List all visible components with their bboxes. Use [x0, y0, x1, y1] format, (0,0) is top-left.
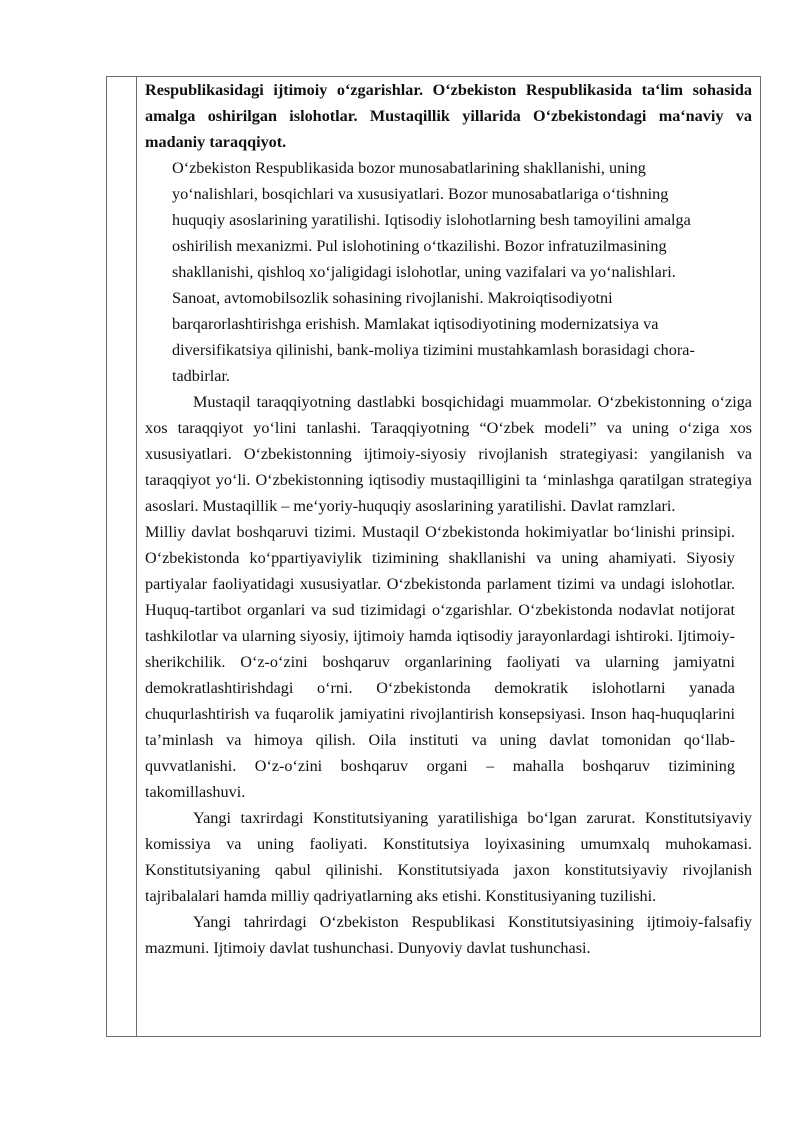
paragraph-state-governance: Milliy davlat boshqaruvi tizimi. Mustaqil O‘zbekistonda hokimiyatlar bo‘linishi prinsipi. O‘zbekistonda ko‘ppartiyaviylik tizimining shakllanishi va uning ahamiyati. Siyosiy partiyalar faoliyatidagi xususiyatlar. O‘zbekistonda parlament tizimi va undagi islohotlar. Huquq-tartibot organlari va sud tizimidagi o‘zgarishlar. O‘zbekistonda nodavlat notijorat tashkilotlar va ularning siyosiy, ijtimoiy hamda iqtisodiy jarayonlardagi ishtiroki. Ijtimoiy-sherikchilik. O‘z-o‘zini boshqaruv organlarining faoliyati va ularning jamiyatni demokratlashtirishdagi o‘rni. O‘zbekistonda demokratik islohotlarni yanada chuqurlashtirish va fuqarolik jamiyatini rivojlantirish konsepsiyasi. Inson haq-huquqlarini ta’minlash va himoya qilish. Oila instituti va uning davlat tomonidan qo‘llab-quvvatlanishi. O‘z-o‘zini boshqaruv organi – mahalla boshqaruv tizimining takomillashuvi. — [145, 523, 735, 801]
paragraph-new-constitution: Yangi taxrirdagi Konstitutsiyaning yaratilishiga bo‘lgan zarurat. Konstitutsiyaviy komissiya va uning faoliyati. Konstitutsiya loyixasining umumxalq muhokamasi. Konstitutsiyaning qabul qilinishi. Konstitutsiyada jaxon konstitutsiyaviy rivojlanish tajribalalari hamda milliy qadriyatlarning aks etishi. Konstitusiyaning tuzilishi. — [145, 809, 752, 905]
paragraph-market-reforms: O‘zbekiston Respublikasida bozor munosabatlarining shakllanishi, uning yo‘nalishlari, bosqichlari va xususiyatlari. Bozor munosabatlariga o‘tishning huquqiy asoslarining yaratilishi. Iqtisodiy islohotlarning besh tamoyilini amalga oshirilish mexanizmi. Pul islohotining o‘tkazilishi. Bozor infratuzilmasining shakllanishi, qishloq xo‘jaligidagi islohotlar, uning vazifalari va yo‘nalishlari. Sanoat, avtomobilsozlik sohasining rivojlanishi. Makroiqtisodiyotni barqarorlashtirishga erishish. Mamlakat iqtisodiyotining modernizatsiya va diversifikatsiya qilinishi, bank-moliya tizimini mustahkamlash borasidagi chora- tadbirlar. — [172, 159, 695, 385]
table-left-column — [107, 77, 137, 1036]
section-heading: Respublikasidagi ijtimoiy o‘zgarishlar. O‘zbekiston Respublikasida ta‘lim sohasida amalga oshirilgan islohotlar. Mustaqillik yillarida O‘zbekistondagi ma‘naviy va madaniy taraqqiyot. — [145, 81, 752, 151]
content-table — [106, 76, 761, 1037]
paragraph-constitution-content: Yangi tahrirdagi O‘zbekiston Respublikasi Konstitutsiyasining ijtimoiy-falsafiy mazmuni. Ijtimoiy davlat tushunchasi. Dunyoviy davlat tushunchasi. — [145, 913, 752, 957]
paragraph-independent-development: Mustaqil taraqqiyotning dastlabki bosqichidagi muammolar. O‘zbekistonning o‘ziga xos taraqqiyot yo‘lini tanlashi. Taraqqiyotning “O‘zbek modeli” va uning o‘ziga xos xususiyatlari. O‘zbekistonning ijtimoiy-siyosiy rivojlanish strategiyasi: yangilanish va taraqqiyot yo‘li. O‘zbekistonning iqtisodiy mustaqilligini ta ‘minlashga qaratilgan strategiya asoslari. Mustaqillik – me‘yoriy-huquqiy asoslarining yaratilishi. Davlat ramzlari. — [145, 393, 752, 515]
table-content-cell — [145, 77, 752, 961]
